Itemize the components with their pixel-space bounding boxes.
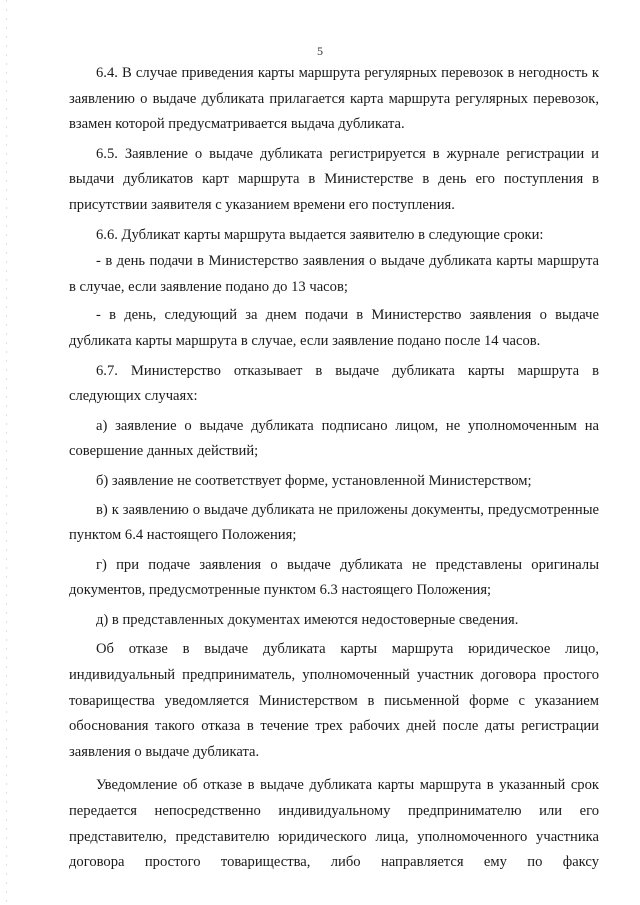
paragraph-refusal-notice: Об отказе в выдаче дубликата карты маршрута юридическое лицо, индивидуальный предприниматель, уполномоченный участник договора простого товарищества уведомляется Министерством в письменной форме с указанием обоснования такого отказа в течение трех рабочих дней после даты регистрации заявления о выдаче дубликата. xyxy=(69,641,599,760)
paragraph-6-7-item-a: а) заявление о выдаче дубликата подписано лицом, не уполномоченным на совершение данных действий; xyxy=(69,417,599,460)
paragraph-6-5: 6.5. Заявление о выдаче дубликата регистрируется в журнале регистрации и выдачи дубликатов карт маршрута в Министерстве в день его поступления в присутствии заявителя с указанием времени его поступления. xyxy=(69,145,599,213)
paragraph-6-7-item-b: б) заявление не соответствует форме, установленной Министерством; xyxy=(96,472,532,489)
paragraph-6-4: 6.4. В случае приведения карты маршрута регулярных перевозок в негодность к заявлению о выдаче дубликата прилагается карта маршрута регулярных перевозок, взамен которой предусматривается выдача дубликата. xyxy=(69,65,599,133)
document-body xyxy=(69,61,599,876)
paragraph-6-6: 6.6. Дубликат карты маршрута выдается заявителю в следующие сроки: xyxy=(96,226,544,243)
paragraph-6-7-item-d: д) в представленных документах имеются недостоверные сведения. xyxy=(96,611,519,628)
paragraph-6-6-item-2: - в день, следующий за днем подачи в Министерство заявления о выдаче дубликата карты маршрута в случае, если заявление подано после 14 часов. xyxy=(69,307,599,349)
paragraph-notification-delivery: Уведомление об отказе в выдаче дубликата карты маршрута в указанный срок передается непосредственно индивидуальному предпринимателю или его представителю, представителю юридического лица, уполномоченного участника договора простого товарищества, либо направляется ему по факсу xyxy=(69,777,599,871)
page-number: 5 xyxy=(317,44,323,58)
paragraph-6-7-item-g: г) при подаче заявления о выдаче дубликата не представлены оригиналы документов, предусмотренные пунктом 6.3 настоящего Положения; xyxy=(69,556,599,599)
scan-edge-artifact xyxy=(6,0,7,905)
paragraph-6-7-item-v: в) к заявлению о выдаче дубликата не приложены документы, предусмотренные пунктом 6.4 настоящего Положения; xyxy=(69,501,599,544)
paragraph-6-7: 6.7. Министерство отказывает в выдаче дубликата карты маршрута в следующих случаях: xyxy=(69,362,599,405)
paragraph-6-6-item-1: - в день подачи в Министерство заявления о выдаче дубликата карты маршрута в случае, если заявление подано до 13 часов; xyxy=(69,253,599,295)
